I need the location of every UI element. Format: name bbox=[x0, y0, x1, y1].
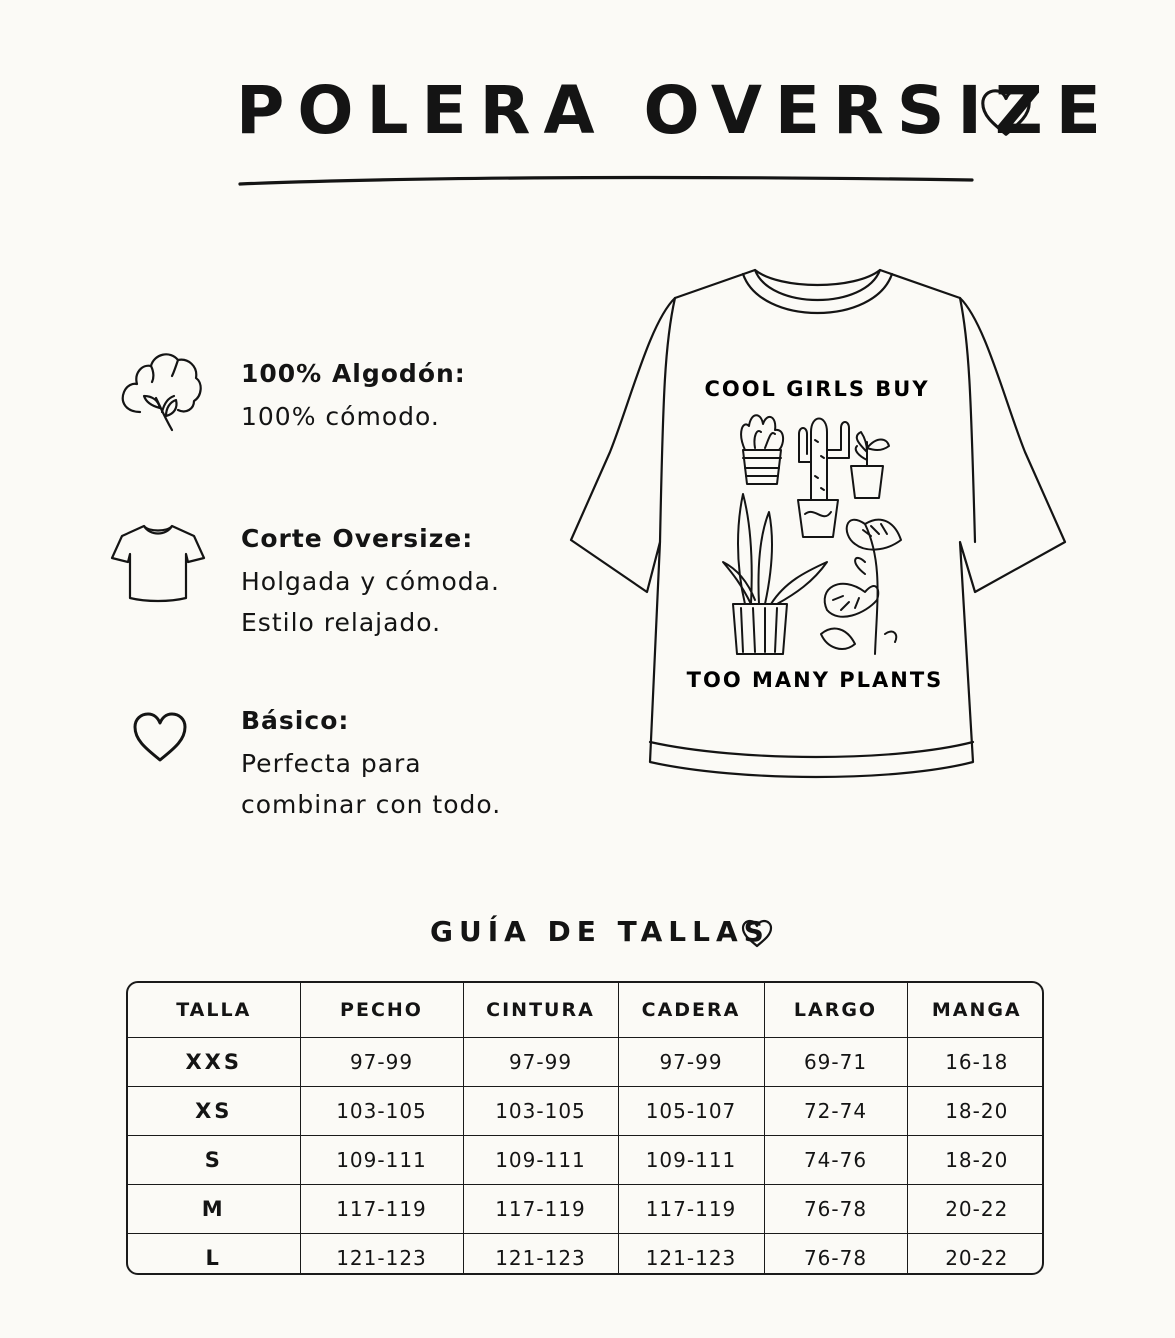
table-row bbox=[128, 1234, 1044, 1276]
feature-text bbox=[241, 561, 500, 643]
table-cell: 109-111 bbox=[618, 1136, 764, 1185]
table-cell: M bbox=[128, 1185, 300, 1234]
tshirt-illustration bbox=[565, 262, 1070, 792]
table-cell: 97-99 bbox=[463, 1038, 618, 1087]
table-cell: L bbox=[128, 1234, 300, 1276]
feature-text-line: Estilo relajado. bbox=[241, 608, 442, 637]
column-header: MANGA bbox=[907, 983, 1044, 1038]
table-cell: 16-18 bbox=[907, 1038, 1044, 1087]
feature-title: Corte Oversize: bbox=[241, 524, 474, 553]
column-header: PECHO bbox=[300, 983, 463, 1038]
table-cell: 117-119 bbox=[300, 1185, 463, 1234]
table-cell: S bbox=[128, 1136, 300, 1185]
table-row bbox=[128, 1185, 1044, 1234]
tshirt-icon bbox=[110, 520, 206, 604]
table-row bbox=[128, 1136, 1044, 1185]
feature-text bbox=[241, 743, 501, 825]
feature-basic bbox=[241, 708, 501, 825]
column-header: TALLA bbox=[128, 983, 300, 1038]
heart-icon bbox=[130, 708, 190, 768]
size-guide-title: GUÍA DE TALLAS bbox=[430, 915, 770, 948]
shirt-print-top: COOL GIRLS BUY bbox=[704, 377, 930, 401]
table-cell: 121-123 bbox=[618, 1234, 764, 1276]
feature-text: 100% cómodo. bbox=[241, 402, 440, 431]
table-cell: 76-78 bbox=[764, 1234, 907, 1276]
table-cell: 18-20 bbox=[907, 1136, 1044, 1185]
table-cell: 18-20 bbox=[907, 1087, 1044, 1136]
column-header: CADERA bbox=[618, 983, 764, 1038]
table-cell: XXS bbox=[128, 1038, 300, 1087]
table-row bbox=[128, 1087, 1044, 1136]
table-cell: 117-119 bbox=[463, 1185, 618, 1234]
size-table bbox=[126, 981, 1044, 1275]
table-cell: 97-99 bbox=[618, 1038, 764, 1087]
table-cell: 72-74 bbox=[764, 1087, 907, 1136]
table-header-row bbox=[128, 983, 1044, 1038]
feature-title: 100% Algodón: bbox=[241, 359, 466, 388]
title-underline bbox=[236, 172, 976, 192]
table-cell: 121-123 bbox=[463, 1234, 618, 1276]
feature-text-line: Perfecta para bbox=[241, 749, 422, 778]
table-cell: 74-76 bbox=[764, 1136, 907, 1185]
table-cell: 121-123 bbox=[300, 1234, 463, 1276]
feature-text-line: Holgada y cómoda. bbox=[241, 567, 500, 596]
table-cell: 105-107 bbox=[618, 1087, 764, 1136]
heart-icon bbox=[740, 918, 774, 950]
table-cell: 117-119 bbox=[618, 1185, 764, 1234]
table-cell: 20-22 bbox=[945, 1246, 1009, 1270]
shirt-print-bottom: TOO MANY PLANTS bbox=[686, 668, 944, 692]
column-header: CINTURA bbox=[463, 983, 618, 1038]
feature-oversize bbox=[241, 526, 500, 643]
table-cell: 109-111 bbox=[300, 1136, 463, 1185]
table-cell: 69-71 bbox=[764, 1038, 907, 1087]
heart-icon bbox=[977, 84, 1035, 142]
column-header: LARGO bbox=[764, 983, 907, 1038]
feature-text-line: combinar con todo. bbox=[241, 790, 502, 819]
feature-cotton bbox=[241, 361, 466, 437]
table-cell: 103-105 bbox=[300, 1087, 463, 1136]
page-title: POLERA OVERSIZE bbox=[236, 72, 1114, 149]
table-cell: 109-111 bbox=[463, 1136, 618, 1185]
table-cell: 97-99 bbox=[300, 1038, 463, 1087]
cotton-icon bbox=[118, 346, 204, 436]
table-cell: 20-22 bbox=[907, 1185, 1044, 1234]
table-cell: XS bbox=[128, 1087, 300, 1136]
table-cell: 103-105 bbox=[463, 1087, 618, 1136]
table-row bbox=[128, 1038, 1044, 1087]
table-cell: 76-78 bbox=[764, 1185, 907, 1234]
feature-title: Básico: bbox=[241, 706, 350, 735]
